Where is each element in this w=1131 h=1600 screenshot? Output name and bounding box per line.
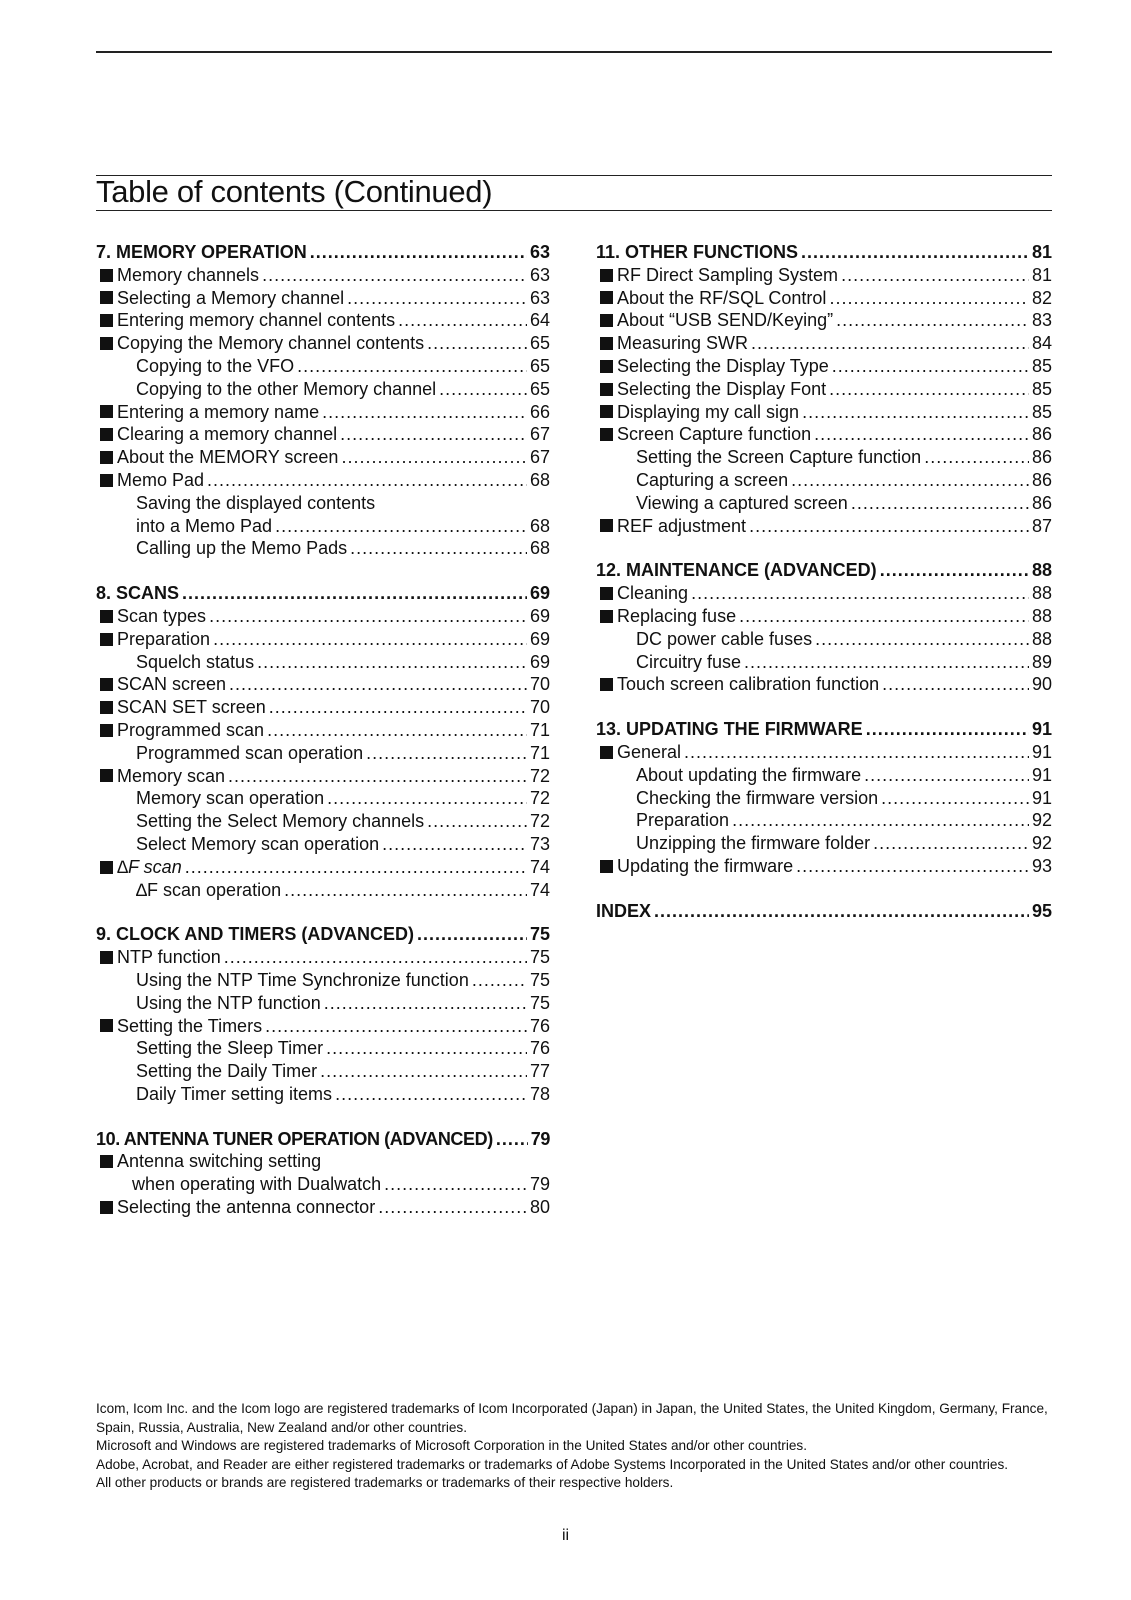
toc-subentry[interactable]: Select Memory scan operation ..... 73: [96, 833, 550, 856]
bullet-square-icon: [600, 405, 613, 418]
toc-subentry[interactable]: Memory scan operation ..... 72: [96, 787, 550, 810]
toc-entry[interactable]: SCAN screen ..... 70: [96, 673, 550, 696]
toc-entry[interactable]: Touch screen calibration function ..... 90: [596, 673, 1052, 696]
bullet-square-icon: [600, 269, 613, 282]
toc-entry[interactable]: About “USB SEND/Keying” ..... 83: [596, 309, 1052, 332]
toc-subentry[interactable]: Viewing a captured screen ..... 86: [596, 492, 1052, 515]
toc-entry[interactable]: Entering memory channel contents ..... 64: [96, 309, 550, 332]
bullet-square-icon: [100, 291, 113, 304]
bullet-square-icon: [100, 1201, 113, 1214]
bullet-square-icon: [100, 610, 113, 623]
toc-subentry[interactable]: ∆F scan operation ..... 74: [96, 879, 550, 902]
bullet-square-icon: [100, 451, 113, 464]
toc-entry[interactable]: About the RF/SQL Control ..... 82: [596, 287, 1052, 310]
toc-entry[interactable]: Antenna switching setting: [96, 1150, 550, 1173]
toc-subentry[interactable]: Using the NTP function ..... 75: [96, 992, 550, 1015]
toc-entry-continuation[interactable]: when operating with Dualwatch ..... 79: [96, 1173, 550, 1196]
bullet-square-icon: [600, 860, 613, 873]
top-divider: [96, 51, 1052, 53]
bullet-square-icon: [100, 428, 113, 441]
toc-section-13: [596, 718, 1052, 878]
footer-line: Adobe, Acrobat, and Reader are either registered trademarks or trademarks of Adobe Systems Incorporated in the United States and/or other countries.: [96, 1456, 1009, 1472]
toc-entry[interactable]: Clearing a memory channel ..... 67: [96, 423, 550, 446]
toc-heading[interactable]: 7. MEMORY OPERATION ..... 63: [96, 241, 550, 264]
bullet-square-icon: [100, 678, 113, 691]
toc-section-9: [96, 923, 550, 1105]
bullet-square-icon: [100, 1019, 113, 1032]
bullet-square-icon: [600, 678, 613, 691]
footer-line: Icom, Icom Inc. and the Icom logo are registered trademarks of Icom Incorporated (Japan) in Japan, the United States, the United Kingdom, Germany, France, Spain, Russia, Australia, New Zealand and/or other countries.: [96, 1401, 1048, 1435]
toc-entry[interactable]: NTP function ..... 75: [96, 946, 550, 969]
toc-subentry[interactable]: Squelch status ..... 69: [96, 651, 550, 674]
toc-right-column: [596, 241, 1052, 945]
toc-entry[interactable]: About the MEMORY screen ..... 67: [96, 446, 550, 469]
toc-section-index: [596, 900, 1052, 923]
bullet-square-icon: [600, 291, 613, 304]
bullet-square-icon: [600, 314, 613, 327]
toc-subentry[interactable]: Unzipping the firmware folder ..... 92: [596, 832, 1052, 855]
toc-entry[interactable]: Cleaning ..... 88: [596, 582, 1052, 605]
toc-entry[interactable]: Replacing fuse ..... 88: [596, 605, 1052, 628]
toc-entry[interactable]: Selecting the Display Type ..... 85: [596, 355, 1052, 378]
bullet-square-icon: [600, 587, 613, 600]
toc-section-10: [96, 1128, 550, 1219]
toc-section-12: [596, 559, 1052, 696]
bullet-square-icon: [100, 269, 113, 282]
footer-line: All other products or brands are registered trademarks or trademarks of their respective holders.: [96, 1475, 674, 1491]
bullet-square-icon: [600, 519, 613, 532]
toc-entry[interactable]: Setting the Timers ..... 76: [96, 1015, 550, 1038]
toc-subentry[interactable]: into a Memo Pad ..... 68: [96, 515, 550, 538]
title-rule-bottom: [96, 210, 1052, 211]
bullet-square-icon: [100, 405, 113, 418]
bullet-square-icon: [600, 383, 613, 396]
toc-section-11: [596, 241, 1052, 537]
toc-entry[interactable]: Scan types ..... 69: [96, 605, 550, 628]
toc-subentry[interactable]: Copying to the VFO ..... 65: [96, 355, 550, 378]
toc-subentry[interactable]: Setting the Select Memory channels ..... 72: [96, 810, 550, 833]
bullet-square-icon: [100, 769, 113, 782]
bullet-square-icon: [100, 337, 113, 350]
toc-subentry[interactable]: Setting the Daily Timer ..... 77: [96, 1060, 550, 1083]
bullet-square-icon: [100, 861, 113, 874]
bullet-square-icon: [100, 951, 113, 964]
bullet-square-icon: [100, 1155, 113, 1168]
toc-subentry[interactable]: Copying to the other Memory channel ..... 65: [96, 378, 550, 401]
bullet-square-icon: [100, 314, 113, 327]
toc-entry[interactable]: SCAN SET screen ..... 70: [96, 696, 550, 719]
toc-subentry[interactable]: Capturing a screen ..... 86: [596, 469, 1052, 492]
bullet-square-icon: [100, 701, 113, 714]
toc-subentry[interactable]: Programmed scan operation ..... 71: [96, 742, 550, 765]
toc-entry[interactable]: Selecting the Display Font ..... 85: [596, 378, 1052, 401]
toc-heading-index[interactable]: INDEX ..... 95: [596, 900, 1052, 923]
toc-entry[interactable]: General ..... 91: [596, 741, 1052, 764]
toc-left-column: [96, 241, 550, 1241]
toc-heading[interactable]: 10. ANTENNA TUNER OPERATION (ADVANCED) ..... 79: [96, 1128, 550, 1151]
bullet-square-icon: [100, 724, 113, 737]
toc-entry[interactable]: Selecting a Memory channel ..... 63: [96, 287, 550, 310]
toc-subentry[interactable]: Setting the Sleep Timer ..... 76: [96, 1037, 550, 1060]
toc-entry[interactable]: Memory scan ..... 72: [96, 765, 550, 788]
toc-subentry[interactable]: Circuitry fuse ..... 89: [596, 651, 1052, 674]
toc-entry[interactable]: Selecting the antenna connector ..... 80: [96, 1196, 550, 1219]
bullet-square-icon: [600, 610, 613, 623]
toc-entry[interactable]: RF Direct Sampling System ..... 81: [596, 264, 1052, 287]
bullet-square-icon: [100, 633, 113, 646]
page-number: ii: [561, 1527, 570, 1544]
toc-entry[interactable]: Measuring SWR ..... 84: [596, 332, 1052, 355]
toc-subentry[interactable]: Calling up the Memo Pads ..... 68: [96, 537, 550, 560]
toc-entry[interactable]: Memory channels ..... 63: [96, 264, 550, 287]
toc-heading[interactable]: 11. OTHER FUNCTIONS ..... 81: [596, 241, 1052, 264]
toc-subentry[interactable]: Preparation ..... 92: [596, 809, 1052, 832]
toc-entry[interactable]: Updating the firmware ..... 93: [596, 855, 1052, 878]
bullet-square-icon: [100, 474, 113, 487]
toc-entry[interactable]: Preparation ..... 69: [96, 628, 550, 651]
toc-entry[interactable]: REF adjustment ..... 87: [596, 515, 1052, 538]
toc-entry[interactable]: Displaying my call sign ..... 85: [596, 401, 1052, 424]
bullet-square-icon: [600, 360, 613, 373]
toc-subentry-line: Saving the displayed contents: [136, 492, 376, 513]
toc-subentry[interactable]: Daily Timer setting items ..... 78: [96, 1083, 550, 1106]
footer-line: Microsoft and Windows are registered trademarks of Microsoft Corporation in the United States and/or other countries.: [96, 1438, 807, 1454]
bullet-square-icon: [600, 746, 613, 759]
toc-subentry[interactable]: About updating the firmware ..... 91: [596, 764, 1052, 787]
toc-heading[interactable]: 12. MAINTENANCE (ADVANCED) ..... 88: [596, 559, 1052, 582]
trademark-footer: [96, 1400, 1056, 1493]
toc-section-8: [96, 582, 550, 901]
toc-entry[interactable]: Screen Capture function ..... 86: [596, 423, 1052, 446]
toc-entry[interactable]: Copying the Memory channel contents ..... 65: [96, 332, 550, 355]
toc-heading[interactable]: 13. UPDATING THE FIRMWARE ..... 91: [596, 718, 1052, 741]
page-title: Table of contents (Continued): [96, 174, 493, 209]
toc-heading[interactable]: 8. SCANS ..... 69: [96, 582, 550, 605]
toc-heading[interactable]: 9. CLOCK AND TIMERS (ADVANCED) ..... 75: [96, 923, 550, 946]
toc-entry[interactable]: Entering a memory name ..... 66: [96, 401, 550, 424]
toc-entry[interactable]: Programmed scan ..... 71: [96, 719, 550, 742]
toc-entry[interactable]: Memo Pad ..... 68: [96, 469, 550, 492]
toc-subentry[interactable]: DC power cable fuses ..... 88: [596, 628, 1052, 651]
toc-subentry[interactable]: Checking the firmware version ..... 91: [596, 787, 1052, 810]
toc-entry[interactable]: ∆F scan ..... 74: [96, 856, 550, 879]
toc-subentry[interactable]: Using the NTP Time Synchronize function ..... 75: [96, 969, 550, 992]
toc-subentry[interactable]: Setting the Screen Capture function ..... 86: [596, 446, 1052, 469]
bullet-square-icon: [600, 337, 613, 350]
bullet-square-icon: [600, 428, 613, 441]
toc-section-7: [96, 241, 550, 560]
